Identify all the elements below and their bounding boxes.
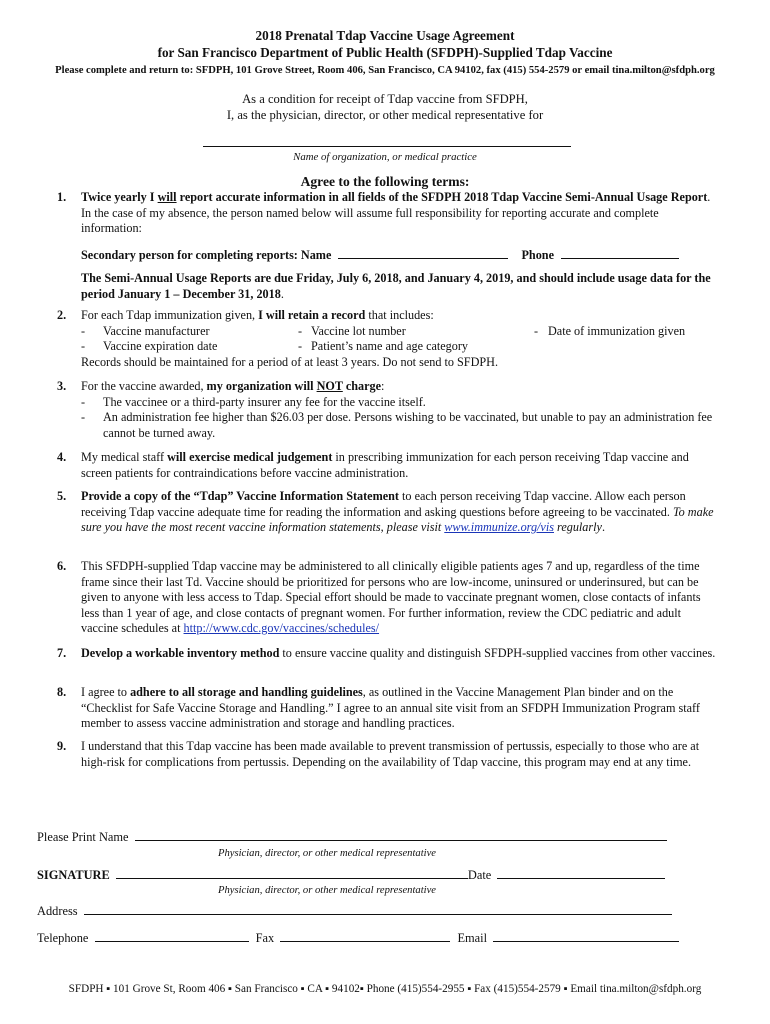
secondary-person-label: Secondary person for completing reports: Name: [81, 247, 332, 262]
term-item-7: [57, 646, 721, 662]
date-label: Date: [467, 868, 492, 882]
fax-field[interactable]: [280, 930, 450, 942]
immunize-vis-link[interactable]: www.immunize.org/vis: [444, 520, 554, 534]
signature-label: SIGNATURE: [37, 868, 110, 882]
item-number: 7.: [57, 646, 67, 660]
contact-row: [37, 930, 679, 947]
signature-row: [37, 867, 665, 884]
record-fields-row-1: - Vaccine manufacturer - Vaccine lot number - Date of immunization given: [81, 323, 686, 338]
term-4-text: My medical staff will exercise medical judgement in prescribing immunization for each person receiving Tdap vaccine and screen patients for contraindications before vaccine administration.: [81, 450, 689, 480]
item-number: 6.: [57, 559, 67, 573]
term-8-text: I agree to adhere to all storage and handling guidelines, as outlined in the Vaccine Management Plan binder and on the “Checklist for Safe Vaccine Storage and Handling.” I agree to an annual site visit from an SFDPH Immunization Program staff member to assess vaccine administration and storage and handling practices.: [81, 685, 700, 730]
organization-name-field[interactable]: [203, 146, 571, 147]
report-due-dates: The Semi-Annual Usage Reports are due Friday, July 6, 2018, and January 4, 2019, and should include usage data for the period January 1 – December 31, 2018.: [81, 271, 711, 301]
item-number: 4.: [57, 450, 67, 464]
term-item-3: [57, 379, 721, 441]
organization-field-caption: Name of organization, or medical practice: [293, 151, 477, 163]
item-number: 8.: [57, 685, 67, 699]
intro-line-2: I, as the physician, director, or other medical representative for: [226, 108, 544, 122]
print-name-label: Please Print Name: [37, 830, 129, 844]
term-2-text: For each Tdap immunization given, I will retain a record that includes:: [81, 308, 434, 322]
term-3-text: For the vaccine awarded, my organization will NOT charge:: [81, 379, 385, 393]
signature-caption: Physician, director, or other medical representative: [218, 885, 437, 896]
address-field[interactable]: [84, 903, 672, 915]
term-1-text: Twice yearly I will report accurate information in all fields of the SFDPH 2018 Tdap Vaccine Semi-Annual Usage Report. In the case of my absence, the person named below will assume full responsibility for reporting accurate and complete information:: [81, 190, 711, 235]
term-item-8: [57, 685, 721, 732]
email-field[interactable]: [493, 930, 679, 942]
term-5-text: Provide a copy of the “Tdap” Vaccine Information Statement to each person receiving Tdap vaccine. Allow each person receiving Tdap vaccine adequate time for reading the information and asking questions before agreeing to be vaccinated. To make sure you have the most recent vaccine information statements, please visit www.immunize.org/vis regularly.: [81, 489, 714, 534]
term-item-2: [57, 308, 721, 370]
term-7-text: Develop a workable inventory method to ensure vaccine quality and distinguish SFDPH-supplied vaccines from other vaccines.: [81, 646, 716, 660]
term-item-4: [57, 450, 721, 481]
print-name-field[interactable]: [135, 829, 667, 841]
record-fields-row-2: - Vaccine expiration date - Patient’s name and age category: [81, 339, 469, 353]
item-number: 2.: [57, 308, 67, 322]
secondary-phone-label: Phone: [521, 247, 554, 262]
charge-condition-1: - The vaccinee or a third-party insurer any fee for the vaccine itself.: [81, 394, 426, 409]
term-6-text: This SFDPH-supplied Tdap vaccine may be administered to all clinically eligible patients ages 7 and up, regardless of the time frame since their last Td. Vaccine should be prioritized for persons who are low-income, uninsured or underinsured, but can be given to anyone with less access to Tdap. Special effort should be made to vaccinate pregnant women, close contacts of infants less than 1 year of age, and close contacts of pregnant women. For further information, review the CDC pediatric and adult vaccine schedules at http://www.cdc.gov/vaccines/schedules/: [81, 559, 701, 635]
term-9-text: I understand that this Tdap vaccine has been made available to prevent transmission of pertussis, especially to those who are at high-risk for complications from pertussis. Depending on the availability of Tdap vaccine, this program may end at any time.: [81, 739, 700, 769]
email-label: Email: [457, 931, 488, 945]
fax-label: Fax: [255, 931, 275, 945]
term-item-1: [57, 190, 721, 302]
return-instructions: Please complete and return to: SFDPH, 101 Grove Street, Room 406, San Francisco, CA 94102, fax (415) 554-2579 or email tina.milton@sfdph.org: [55, 65, 715, 76]
secondary-name-field[interactable]: [338, 247, 508, 259]
term-item-6: [57, 559, 721, 637]
page-footer: SFDPH ▪ 101 Grove St, Room 406 ▪ San Francisco ▪ CA ▪ 94102▪ Phone (415)554-2955 ▪ Fax (415)554-2579 ▪ Email tina.milton@sfdph.org: [68, 983, 702, 995]
address-label: Address: [37, 904, 78, 918]
item-number: 9.: [57, 739, 67, 753]
term-item-5: [57, 489, 721, 536]
charge-condition-2: - An administration fee higher than $26.03 per dose. Persons wishing to be vaccinated, but unable to pay an administration fee cannot be turned away.: [81, 410, 713, 440]
agree-heading: Agree to the following terms:: [300, 174, 470, 189]
title-line-1: 2018 Prenatal Tdap Vaccine Usage Agreement: [255, 28, 515, 43]
cdc-schedules-link[interactable]: http://www.cdc.gov/vaccines/schedules/: [183, 621, 380, 635]
item-number: 3.: [57, 379, 67, 393]
secondary-person-row: [81, 247, 721, 264]
item-number: 1.: [57, 190, 67, 204]
intro-line-1: As a condition for receipt of Tdap vaccine from SFDPH,: [242, 92, 528, 106]
item-number: 5.: [57, 489, 67, 503]
print-name-row: [37, 829, 667, 846]
date-field[interactable]: [497, 867, 665, 879]
signature-field[interactable]: [116, 867, 468, 879]
telephone-label: Telephone: [37, 931, 89, 945]
title-line-2: for San Francisco Department of Public Health (SFDPH)-Supplied Tdap Vaccine: [157, 45, 613, 60]
telephone-field[interactable]: [95, 930, 249, 942]
secondary-phone-field[interactable]: [561, 247, 679, 259]
record-retention-note: Records should be maintained for a period of at least 3 years. Do not send to SFDPH.: [81, 354, 499, 369]
address-row: [37, 903, 672, 920]
term-item-9: [57, 739, 721, 770]
print-name-caption: Physician, director, or other medical representative: [218, 848, 437, 859]
